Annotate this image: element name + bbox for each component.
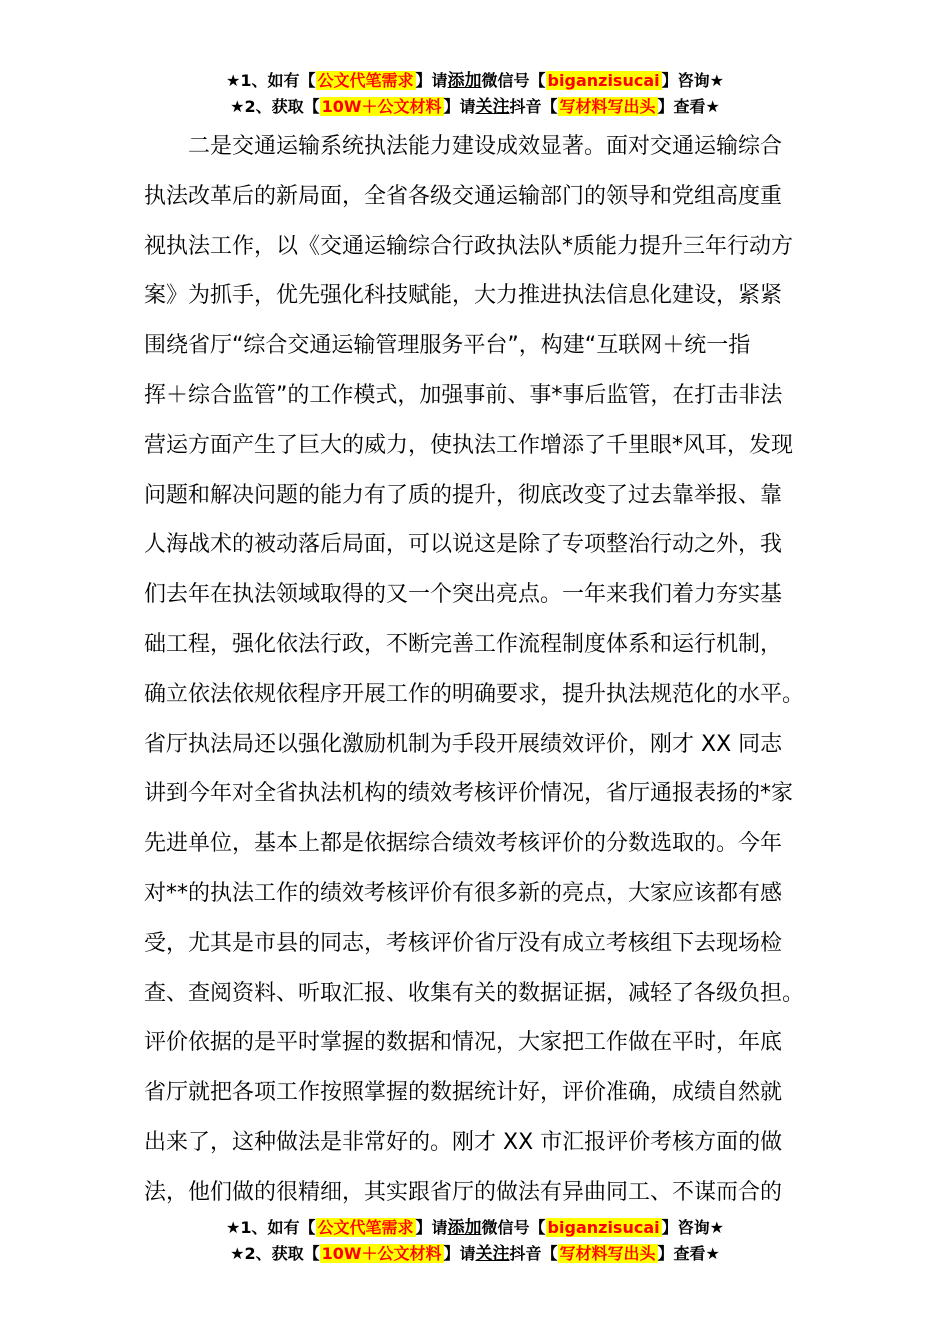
banner-text: 】查看★ <box>657 1244 720 1263</box>
banner-text: 】咨询★ <box>661 1218 724 1237</box>
banner-text: 】查看★ <box>657 97 720 116</box>
text-line: 视执法工作，以《交通运输综合行政执法队*质能力提升三年行动方 <box>144 233 794 259</box>
text-line: 法，他们做的很精细，其实跟省厅的做法有异曲同工、不谋而合的 <box>144 1179 783 1205</box>
header-banner <box>0 68 950 120</box>
highlight-douyin-account: 写材料写出头 <box>559 97 656 116</box>
text-line: 受，尤其是市县的同志，考核评价省厅没有成立考核组下去现场检 <box>144 930 783 956</box>
text-line: 省厅就把各项工作按照掌握的数据统计好，评价准确，成绩自然就 <box>144 1080 783 1106</box>
text-line: 出来了，这种做法是非常好的。刚才 XX 市汇报评价考核方面的做 <box>144 1129 783 1155</box>
highlight-wechat-id: biganzisucai <box>547 1218 660 1237</box>
emphasis-text: 添加 <box>447 1218 482 1238</box>
text-line: 案》为抓手，优先强化科技赋能，大力推进执法信息化建设，紧紧 <box>144 283 783 309</box>
banner-text: 】请 <box>443 97 476 116</box>
text-line: 营运方面产生了巨大的威力，使执法工作增添了千里眼*风耳，发现 <box>144 432 794 458</box>
footer-banner <box>0 1215 950 1267</box>
emphasis-text: 关注 <box>475 97 510 117</box>
banner-text: ★2、获取【 <box>230 1244 320 1263</box>
text-line: 确立依法依规依程序开展工作的明确要求，提升执法规范化的水平。 <box>144 681 805 707</box>
text-line: 评价依据的是平时掌握的数据和情况，大家把工作做在平时，年底 <box>144 1030 783 1056</box>
highlight-douyin-account: 写材料写出头 <box>559 1244 656 1263</box>
highlight-service: 公文代笔需求 <box>317 71 414 90</box>
highlight-wechat-id: biganzisucai <box>547 71 660 90</box>
text-line: 先进单位，基本上都是依据综合绩效考核评价的分数选取的。今年 <box>144 831 783 857</box>
text-line: 二是交通运输系统执法能力建设成效显著。面对交通运输综合 <box>144 134 783 159</box>
text-line: 对**的执法工作的绩效考核评价有很多新的亮点，大家应该都有感 <box>144 880 783 906</box>
banner-text: 抖音【 <box>509 1244 558 1263</box>
text-line: 省厅执法局还以强化激励机制为手段开展绩效评价，刚才 XX 同志 <box>144 731 783 757</box>
banner-line-1 <box>0 1215 950 1241</box>
highlight-materials: 10W＋公文材料 <box>321 97 442 116</box>
body-paragraph <box>144 122 814 1218</box>
banner-text: ★1、如有【 <box>226 1218 316 1237</box>
banner-line-1 <box>0 68 950 94</box>
emphasis-text: 添加 <box>447 71 482 91</box>
text-line: 础工程，强化依法行政，不断完善工作流程制度体系和运行机制， <box>144 631 783 657</box>
banner-text: 】请 <box>443 1244 476 1263</box>
highlight-service: 公文代笔需求 <box>317 1218 414 1237</box>
banner-line-2 <box>0 1241 950 1267</box>
banner-text: 微信号【 <box>481 71 546 90</box>
emphasis-text: 关注 <box>475 1244 510 1264</box>
banner-text: ★2、获取【 <box>230 97 320 116</box>
text-line: 执法改革后的新局面，全省各级交通运输部门的领导和党组高度重 <box>144 183 783 209</box>
text-line: 讲到今年对全省执法机构的绩效考核评价情况，省厅通报表扬的*家 <box>144 781 794 807</box>
text-line: 围绕省厅“综合交通运输管理服务平台”，构建“互联网＋统一指 <box>144 333 751 359</box>
banner-text: ★1、如有【 <box>226 71 316 90</box>
banner-text: 】请 <box>415 1218 448 1237</box>
text-line: 查、查阅资料、听取汇报、收集有关的数据证据，减轻了各级负担。 <box>144 980 805 1006</box>
text-line: 人海战术的被动落后局面，可以说这是除了专项整治行动之外，我 <box>144 532 783 558</box>
text-line: 问题和解决问题的能力有了质的提升，彻底改变了过去靠举报、靠 <box>144 482 783 508</box>
text-line: 挥＋综合监管”的工作模式，加强事前、事*事后监管，在打击非法 <box>144 382 783 408</box>
banner-text: 抖音【 <box>509 97 558 116</box>
highlight-materials: 10W＋公文材料 <box>321 1244 442 1263</box>
banner-text: 微信号【 <box>481 1218 546 1237</box>
banner-text: 】请 <box>415 71 448 90</box>
text-line: 们去年在执法领域取得的又一个突出亮点。一年来我们着力夯实基 <box>144 582 783 608</box>
banner-line-2 <box>0 94 950 120</box>
banner-text: 】咨询★ <box>661 71 724 90</box>
